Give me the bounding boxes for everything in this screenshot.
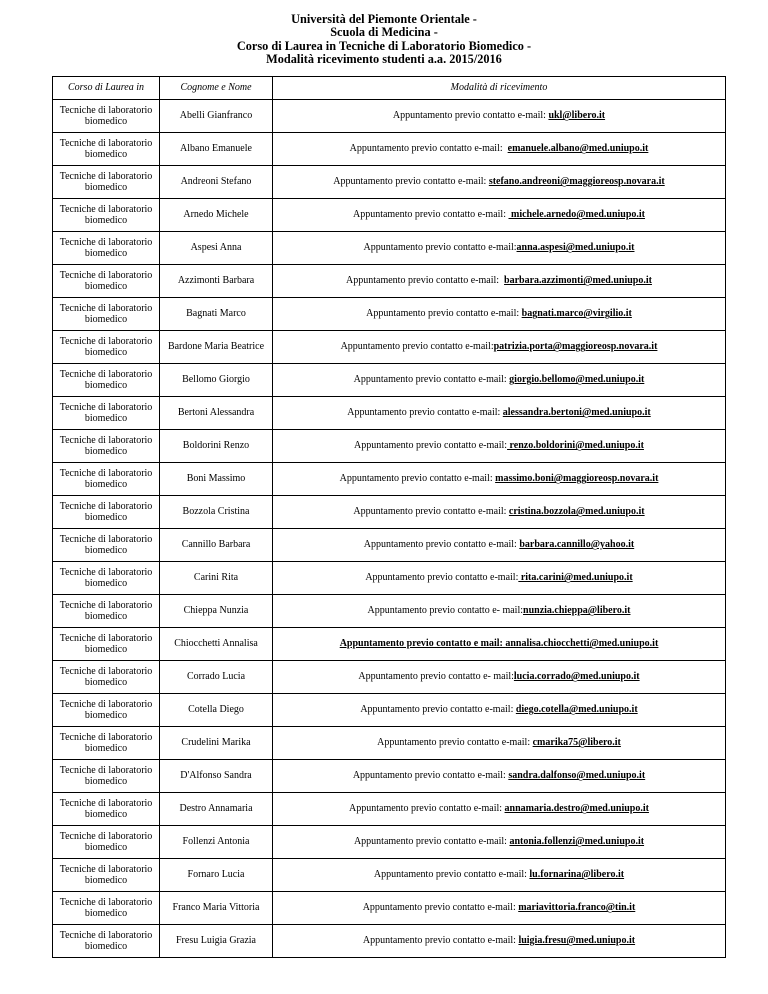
- teacher-name-cell: Chieppa Nunzia: [160, 595, 273, 628]
- title-line-school: Scuola di Medicina -: [330, 25, 438, 40]
- table-row: [53, 364, 726, 397]
- document-title: [0, 13, 768, 67]
- table-row: [53, 199, 726, 232]
- table-row: [53, 430, 726, 463]
- email-link[interactable]: cristina.bozzola@med.uniupo.it: [508, 506, 645, 518]
- table-row: [53, 100, 726, 133]
- reception-text: Appuntamento previo contatto e-mail:: [353, 506, 509, 518]
- table-row: [53, 331, 726, 364]
- reception-cell: [273, 760, 726, 793]
- course-cell: Tecniche di laboratorio biomedico: [53, 595, 160, 628]
- email-link[interactable]: massimo.boni@maggioreosp.novara.it: [495, 473, 659, 485]
- reception-cell: [273, 892, 726, 925]
- course-cell: Tecniche di laboratorio biomedico: [53, 661, 160, 694]
- reception-cell: [273, 562, 726, 595]
- table-row: [53, 727, 726, 760]
- course-cell: Tecniche di laboratorio biomedico: [53, 727, 160, 760]
- column-header-course: Corso di Laurea in: [53, 77, 160, 100]
- reception-cell: [273, 298, 726, 331]
- reception-table: [52, 76, 726, 958]
- teacher-name-cell: D'Alfonso Sandra: [160, 760, 273, 793]
- teacher-name-cell: Bellomo Giorgio: [160, 364, 273, 397]
- reception-cell: [273, 694, 726, 727]
- reception-text: Appuntamento previo contatto e-mail:: [365, 572, 519, 584]
- reception-text: Appuntamento previo contatto e-mail:: [349, 803, 505, 815]
- course-cell: Tecniche di laboratorio biomedico: [53, 133, 160, 166]
- reception-text: Appuntamento previo contatto e- mail:: [358, 671, 514, 683]
- course-cell: Tecniche di laboratorio biomedico: [53, 859, 160, 892]
- teacher-name-cell: Aspesi Anna: [160, 232, 273, 265]
- table-row: [53, 496, 726, 529]
- email-link[interactable]: emanuele.albano@med.uniupo.it: [507, 143, 649, 155]
- title-line-university: Università del Piemonte Orientale -: [291, 12, 477, 26]
- reception-cell: [273, 166, 726, 199]
- course-cell: Tecniche di laboratorio biomedico: [53, 892, 160, 925]
- reception-text: Appuntamento previo contatto e-mail:: [354, 440, 508, 452]
- email-link[interactable]: ukl@libero.it: [548, 110, 606, 122]
- table-row: [53, 694, 726, 727]
- table-row: [53, 661, 726, 694]
- course-cell: Tecniche di laboratorio biomedico: [53, 529, 160, 562]
- email-link[interactable]: barbara.cannillo@yahoo.it: [519, 539, 635, 551]
- course-cell: Tecniche di laboratorio biomedico: [53, 430, 160, 463]
- course-cell: Tecniche di laboratorio biomedico: [53, 463, 160, 496]
- teacher-name-cell: Azzimonti Barbara: [160, 265, 273, 298]
- teacher-name-cell: Chiocchetti Annalisa: [160, 628, 273, 661]
- table-row: [53, 760, 726, 793]
- course-cell: Tecniche di laboratorio biomedico: [53, 298, 160, 331]
- reception-text: Appuntamento previo contatto e mail:: [339, 638, 506, 650]
- table-row: [53, 595, 726, 628]
- table-row: [53, 265, 726, 298]
- reception-cell: [273, 496, 726, 529]
- course-cell: Tecniche di laboratorio biomedico: [53, 760, 160, 793]
- reception-cell: [273, 133, 726, 166]
- title-line-reception: Modalità ricevimento studenti a.a. 2015/2016: [266, 52, 502, 67]
- teacher-name-cell: Follenzi Antonia: [160, 826, 273, 859]
- email-link[interactable]: luigia.fresu@med.uniupo.it: [518, 935, 636, 947]
- reception-text: Appuntamento previo contatto e-mail:: [349, 143, 508, 155]
- course-cell: Tecniche di laboratorio biomedico: [53, 562, 160, 595]
- email-link[interactable]: michele.arnedo@med.uniupo.it: [508, 209, 646, 221]
- reception-text: Appuntamento previo contatto e-mail:: [340, 341, 494, 353]
- teacher-name-cell: Arnedo Michele: [160, 199, 273, 232]
- course-cell: Tecniche di laboratorio biomedico: [53, 331, 160, 364]
- email-link[interactable]: anna.aspesi@med.uniupo.it: [516, 242, 635, 254]
- course-cell: Tecniche di laboratorio biomedico: [53, 496, 160, 529]
- table-row: [53, 133, 726, 166]
- course-cell: Tecniche di laboratorio biomedico: [53, 397, 160, 430]
- course-cell: Tecniche di laboratorio biomedico: [53, 100, 160, 133]
- teacher-name-cell: Fresu Luigia Grazia: [160, 925, 273, 958]
- reception-cell: [273, 397, 726, 430]
- email-link[interactable]: annamaria.destro@med.uniupo.it: [504, 803, 649, 815]
- table-row: [53, 793, 726, 826]
- reception-cell: [273, 661, 726, 694]
- course-cell: Tecniche di laboratorio biomedico: [53, 199, 160, 232]
- teacher-name-cell: Corrado Lucia: [160, 661, 273, 694]
- table-row: [53, 628, 726, 661]
- email-link[interactable]: diego.cotella@med.uniupo.it: [515, 704, 638, 716]
- email-link[interactable]: alessandra.bertoni@med.uniupo.it: [502, 407, 651, 419]
- reception-text: Appuntamento previo contatto e-mail:: [360, 704, 516, 716]
- reception-text: Appuntamento previo contatto e-mail:: [346, 275, 505, 287]
- reception-text: Appuntamento previo contatto e-mail:: [362, 935, 519, 947]
- reception-cell: [273, 232, 726, 265]
- teacher-name-cell: Bertoni Alessandra: [160, 397, 273, 430]
- email-link[interactable]: renzo.boldorini@med.uniupo.it: [507, 440, 644, 452]
- course-cell: Tecniche di laboratorio biomedico: [53, 265, 160, 298]
- column-header-reception: Modalità di ricevimento: [273, 77, 726, 100]
- reception-text: Appuntamento previo contatto e-mail:: [353, 836, 510, 848]
- reception-cell: [273, 430, 726, 463]
- reception-cell: [273, 529, 726, 562]
- email-link[interactable]: mariavittoria.franco@tin.it: [518, 902, 636, 914]
- email-link[interactable]: rita.carini@med.uniupo.it: [518, 572, 633, 584]
- teacher-name-cell: Destro Annamaria: [160, 793, 273, 826]
- table-row: [53, 298, 726, 331]
- reception-text: Appuntamento previo contatto e-mail:: [352, 770, 509, 782]
- reception-cell: [273, 727, 726, 760]
- teacher-name-cell: Abelli Gianfranco: [160, 100, 273, 133]
- reception-cell: [273, 265, 726, 298]
- reception-cell: [273, 826, 726, 859]
- email-link[interactable]: cmarika75@libero.it: [532, 737, 621, 749]
- course-cell: Tecniche di laboratorio biomedico: [53, 826, 160, 859]
- teacher-name-cell: Franco Maria Vittoria: [160, 892, 273, 925]
- email-link[interactable]: patrizia.porta@maggioreosp.novara.it: [493, 341, 658, 353]
- table-row: [53, 397, 726, 430]
- reception-cell: [273, 100, 726, 133]
- reception-cell: [273, 793, 726, 826]
- column-header-name: Cognome e Nome: [160, 77, 273, 100]
- table-row: [53, 529, 726, 562]
- reception-cell: [273, 925, 726, 958]
- teacher-name-cell: Carini Rita: [160, 562, 273, 595]
- reception-cell: [273, 463, 726, 496]
- teacher-name-cell: Crudelini Marika: [160, 727, 273, 760]
- email-link[interactable]: antonia.follenzi@med.uniupo.it: [509, 836, 645, 848]
- table-row: [53, 826, 726, 859]
- teacher-name-cell: Fornaro Lucia: [160, 859, 273, 892]
- reception-text: Appuntamento previo contatto e-mail:: [353, 374, 510, 386]
- table-row: [53, 859, 726, 892]
- reception-cell: [273, 628, 726, 661]
- email-link[interactable]: annalisa.chiocchetti@med.uniupo.it: [505, 638, 659, 650]
- reception-text: Appuntamento previo contatto e- mail:: [367, 605, 524, 617]
- reception-text: Appuntamento previo contatto e-mail:: [333, 176, 489, 188]
- table-row: [53, 166, 726, 199]
- title-line-course: Corso di Laurea in Tecniche di Laboratorio Biomedico -: [236, 38, 532, 53]
- teacher-name-cell: Cannillo Barbara: [160, 529, 273, 562]
- reception-text: Appuntamento previo contatto e-mail:: [339, 473, 496, 485]
- teacher-name-cell: Boldorini Renzo: [160, 430, 273, 463]
- course-cell: Tecniche di laboratorio biomedico: [53, 628, 160, 661]
- teacher-name-cell: Bagnati Marco: [160, 298, 273, 331]
- table-row: [53, 925, 726, 958]
- reception-text: Appuntamento previo contatto e-mail:: [347, 407, 503, 419]
- reception-text: Appuntamento previo contatto e-mail:: [352, 209, 509, 221]
- email-link[interactable]: lu.fornarina@libero.it: [529, 869, 625, 881]
- teacher-name-cell: Cotella Diego: [160, 694, 273, 727]
- reception-cell: [273, 199, 726, 232]
- reception-text: Appuntamento previo contatto e-mail:: [363, 539, 520, 551]
- table-header-row: [53, 77, 726, 100]
- reception-text: Appuntamento previo contatto e-mail:: [377, 737, 533, 749]
- email-link[interactable]: bagnati.marco@virgilio.it: [521, 308, 632, 320]
- email-link[interactable]: nunzia.chieppa@libero.it: [523, 605, 631, 617]
- course-cell: Tecniche di laboratorio biomedico: [53, 166, 160, 199]
- reception-cell: [273, 364, 726, 397]
- table-row: [53, 562, 726, 595]
- reception-text: Appuntamento previo contatto e-mail:: [366, 308, 522, 320]
- teacher-name-cell: Andreoni Stefano: [160, 166, 273, 199]
- reception-text: Appuntamento previo contatto e-mail:: [363, 242, 517, 254]
- email-link[interactable]: barbara.azzimonti@med.uniupo.it: [504, 275, 652, 287]
- email-link[interactable]: sandra.dalfonso@med.uniupo.it: [508, 770, 646, 782]
- course-cell: Tecniche di laboratorio biomedico: [53, 364, 160, 397]
- email-link[interactable]: stefano.andreoni@maggioreosp.novara.it: [488, 176, 665, 188]
- course-cell: Tecniche di laboratorio biomedico: [53, 925, 160, 958]
- table-row: [53, 232, 726, 265]
- email-link[interactable]: lucia.corrado@med.uniupo.it: [513, 671, 640, 683]
- reception-cell: [273, 331, 726, 364]
- course-cell: Tecniche di laboratorio biomedico: [53, 232, 160, 265]
- reception-text: Appuntamento previo contatto e-mail:: [362, 902, 519, 914]
- reception-text: Appuntamento previo contatto e-mail:: [392, 110, 549, 122]
- table-row: [53, 892, 726, 925]
- course-cell: Tecniche di laboratorio biomedico: [53, 694, 160, 727]
- teacher-name-cell: Bardone Maria Beatrice: [160, 331, 273, 364]
- teacher-name-cell: Boni Massimo: [160, 463, 273, 496]
- table-row: [53, 463, 726, 496]
- teacher-name-cell: Albano Emanuele: [160, 133, 273, 166]
- reception-cell: [273, 595, 726, 628]
- teacher-name-cell: Bozzola Cristina: [160, 496, 273, 529]
- reception-text: Appuntamento previo contatto e-mail:: [373, 869, 530, 881]
- reception-cell: [273, 859, 726, 892]
- course-cell: Tecniche di laboratorio biomedico: [53, 793, 160, 826]
- email-link[interactable]: giorgio.bellomo@med.uniupo.it: [509, 374, 645, 386]
